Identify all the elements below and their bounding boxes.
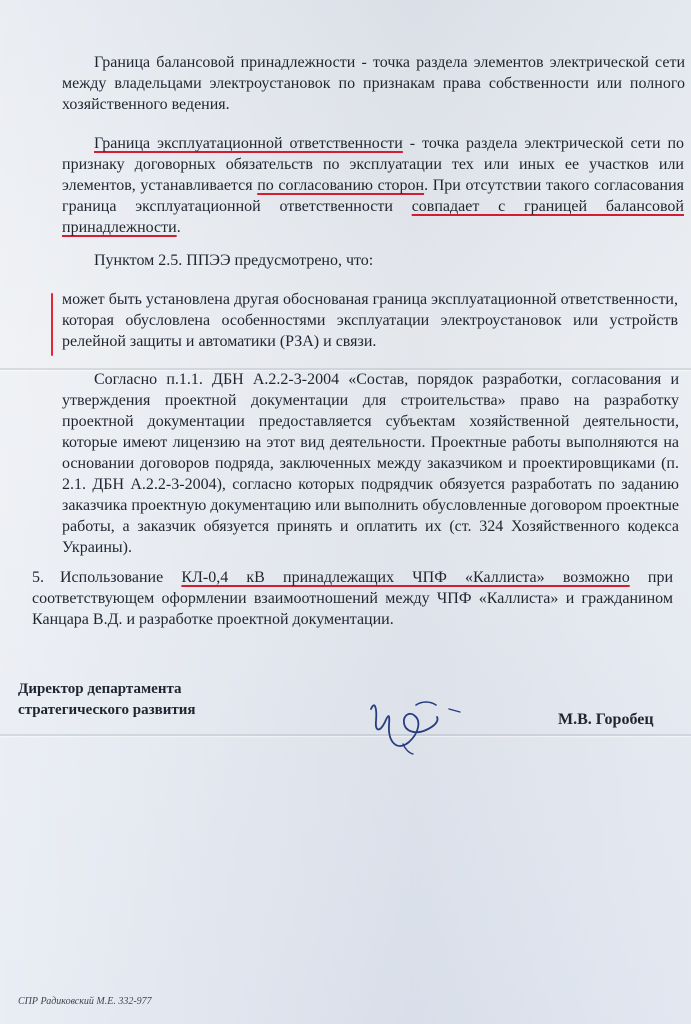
paragraph-text: может быть установлена другая обоснованая граница эксплуатационной ответственности, которая обусловлена особенностями эксплуатации электроустановок или устройств релейной защиты и автоматики (РЗА) и связи. — [62, 291, 678, 350]
paragraph-text: Граница балансовой принадлежности - точка раздела элементов электрической сети между владельцами электроустановок по признакам права собственности или полного хозяйственного ведения. — [62, 54, 685, 113]
operational-responsibility-paragraph — [62, 133, 684, 238]
paragraph-text: Использование — [60, 569, 182, 586]
paragraph-text: . При отсутствии такого согласования граница эксплуатационной ответственности — [62, 177, 684, 215]
ppee-reference-paragraph — [62, 250, 682, 271]
underlined-phrase: КЛ-0,4 кВ принадлежащих ЧПФ «Каллиста» возможно — [181, 569, 630, 586]
paragraph-text: при соответствующем оформлении взаимоотношений между ЧПФ «Каллиста» и гражданином Канцара В.Д. и разработке проектной документации. — [32, 569, 674, 628]
author-footer: СПР Радиковский М.Е. 332-977 — [18, 996, 152, 1007]
balance-ownership-paragraph — [62, 52, 685, 115]
signer-title — [18, 679, 195, 721]
paragraph-text: Пунктом 2.5. ППЭЭ предусмотрено, что: — [94, 252, 374, 269]
underlined-term: Граница эксплуатационной ответственности — [94, 135, 403, 152]
signer-name: М.В. Горобец — [558, 711, 654, 728]
underlined-phrase: по согласованию сторон — [257, 177, 425, 194]
handwritten-signature — [367, 687, 472, 759]
signer-title-line: стратегического развития — [18, 702, 196, 718]
numbered-conclusion-paragraph — [32, 567, 673, 630]
paper-fold-line — [0, 734, 691, 736]
paragraph-text: - точка раздела электрической сети по признаку договорных обязательств по эксплуатации тех или иных ее участков или элементов, устанавливается — [62, 135, 685, 194]
quoted-rule-paragraph — [62, 289, 678, 352]
red-margin-mark — [51, 293, 53, 356]
underlined-phrase: совпадает с границей балансовой принадлежности — [62, 198, 684, 236]
paragraph-text: Согласно п.1.1. ДБН А.2.2-3-2004 «Состав, порядок разработки, согласования и утверждения проектной документации для строительства» право на разработку проектной документации предоставляется субъектам хозяйственной деятельности, которые имеют лицензию на этот вид деятельности. Проектные работы выполняются на основании договоров подряда, заключенных между заказчиком и проектировщиками (п. 2.1. ДБН А.2.2-3-2004), согласно которых подрядчик обязуется разработать по заданию заказчика проектную документацию или выполнить обусловленные договором проектные работы, а заказчик обязуется принять и оплатить их (ст. 324 Хозяйственного кодекса Украины). — [62, 371, 679, 556]
dbn-reference-paragraph — [62, 369, 679, 558]
signer-title-line: Директор департамента — [18, 681, 182, 697]
list-number: 5. — [32, 569, 44, 586]
paragraph-text: . — [176, 219, 181, 236]
